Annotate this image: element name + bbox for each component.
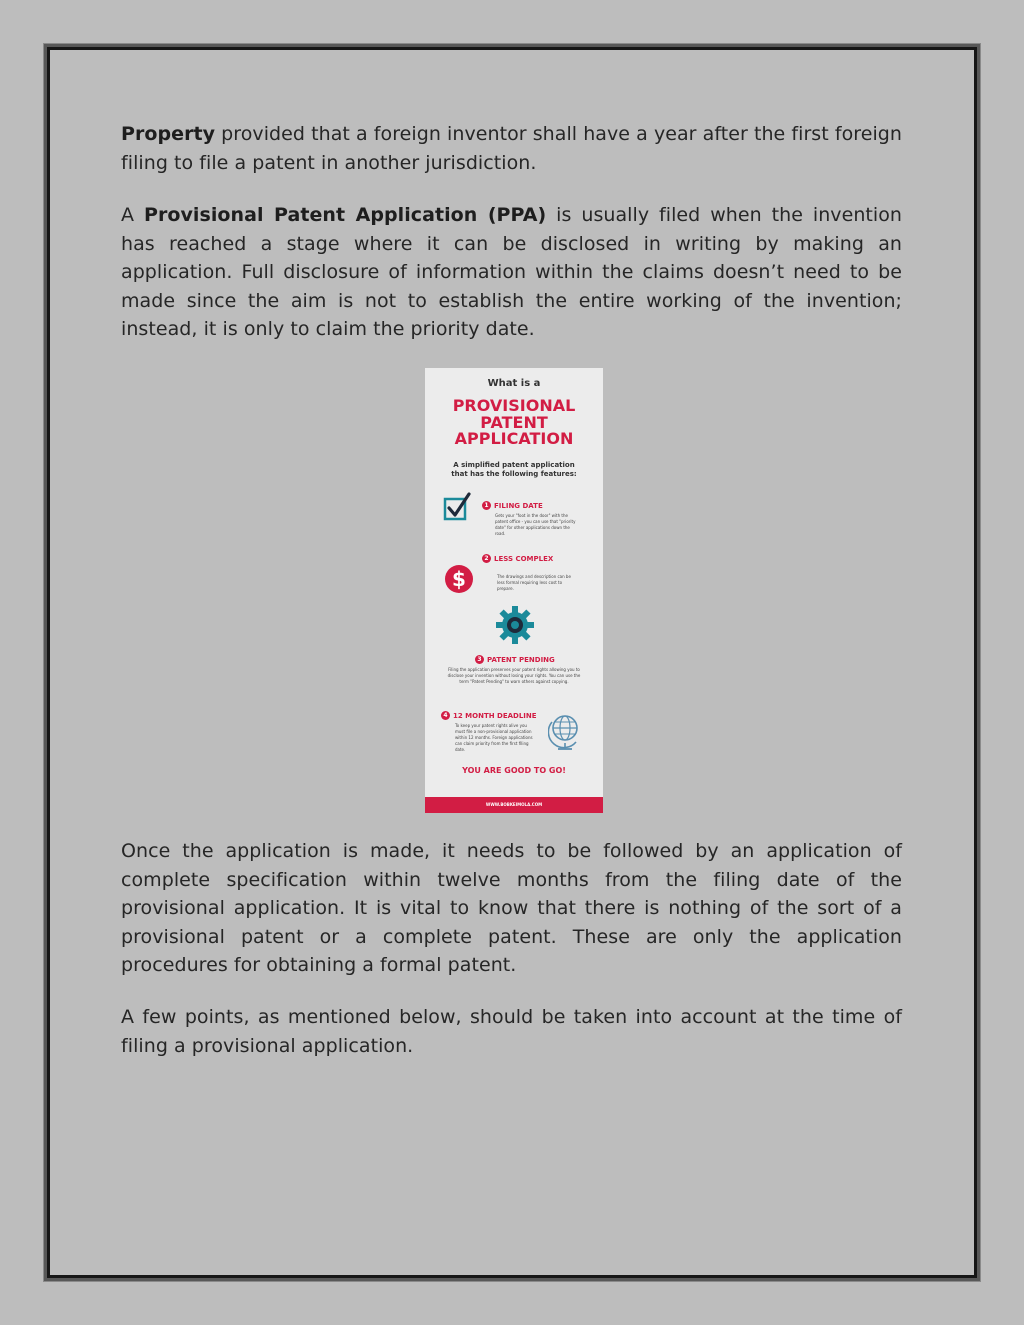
feature-title-2: LESS COMPLEX <box>494 554 554 563</box>
feature-number-3: 3 <box>475 655 484 664</box>
gear-icon <box>494 604 536 646</box>
infographic-subtitle: A simplified patent application that has the following features: <box>451 461 577 478</box>
infographic-footer: WWW.BOBKEIMOLA.COM <box>425 797 603 813</box>
feature-title-3: PATENT PENDING <box>487 655 555 664</box>
feature-12-month-deadline-heading <box>441 711 537 720</box>
paragraph-1-text: provided that a foreign inventor shall have a year after the first foreign filing to file a patent in another jurisdiction. <box>121 123 902 174</box>
feature-patent-pending-heading <box>475 655 555 664</box>
feature-number-2: 2 <box>482 554 491 563</box>
feature-title-1: FILING DATE <box>494 501 543 510</box>
dollar-icon <box>444 564 474 594</box>
feature-desc-1: Gets your "foot in the door" with the patent office - you can use that "priority date" for other applications down the road. <box>495 513 576 536</box>
feature-number-4: 4 <box>441 711 450 720</box>
feature-filing-date-heading <box>482 501 543 510</box>
paragraph-2 <box>121 201 902 344</box>
paragraph-2-bold: Provisional Patent Application (PPA) <box>143 204 547 226</box>
paragraph-2-prefix: A <box>121 204 144 226</box>
feature-less-complex-heading <box>482 554 553 563</box>
feature-desc-2: The drawings and description can be less formal requiring less cost to prepare. <box>497 574 571 591</box>
feature-desc-3: Filing the application preserves your patent rights allowing you to disclose your invention without losing your rights. You can use the term "Patent Pending" to warn others against copying. <box>447 667 581 684</box>
infographic-title <box>425 398 603 448</box>
infographic-cta: YOU ARE GOOD TO GO! <box>462 766 566 775</box>
checkbox-icon <box>443 492 471 522</box>
feature-number-1: 1 <box>482 501 491 510</box>
infographic-title-line-2: PATENT <box>480 412 548 432</box>
feature-title-4: 12 MONTH DEADLINE <box>453 711 537 720</box>
infographic-title-line-3: APPLICATION <box>454 429 574 448</box>
paragraph-1 <box>121 120 902 177</box>
globe-icon <box>548 712 582 754</box>
paragraph-2-text: is usually filed when the invention has reached a stage where it can be disclosed in writing by making an application. Full disclosure of information within the claims doesn’t need to be made since the aim is not to establish the entire working of the invention; instead, it is only to claim the priority date. <box>121 204 903 341</box>
feature-desc-4: To keep your patent rights alive you must file a non-provisional application within 12 months. Foreign applications can claim priority from the first filing date. <box>455 723 533 752</box>
paragraph-3: Once the application is made, it needs to be followed by an application of complete specification within twelve months from the filing date of the provisional application. It is vital to know that there is nothing of the sort of a provisional patent or a complete patent. These are only the application procedures for obtaining a formal patent. <box>121 840 902 977</box>
infographic-kicker: What is a <box>487 378 541 389</box>
svg-text:$: $ <box>452 567 466 591</box>
paragraph-1-bold: Property <box>121 123 216 145</box>
ppa-infographic <box>425 368 603 813</box>
paragraph-4: A few points, as mentioned below, should be taken into account at the time of filing a provisional application. <box>121 1006 902 1057</box>
infographic-title-line-1: PROVISIONAL <box>452 396 576 415</box>
